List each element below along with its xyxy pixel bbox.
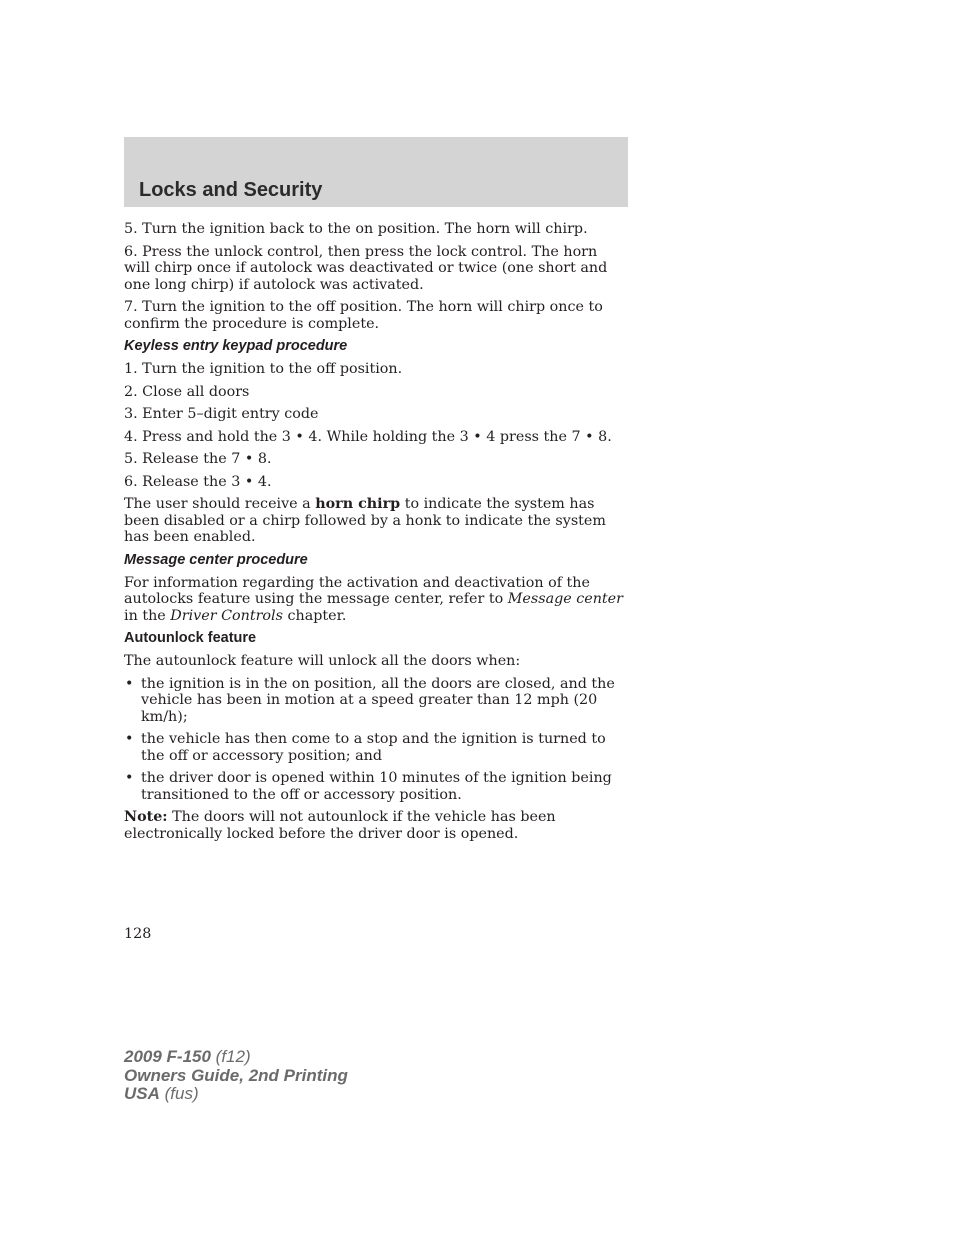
list-item-text: the vehicle has then come to a stop and the ignition is turned to the off or accessory position; and (141, 731, 606, 764)
keypad-step: 5. Release the 7 • 8. (124, 451, 272, 467)
bullet-icon: • (125, 770, 134, 786)
list-item-text: the driver door is opened within 10 minutes of the ignition being transitioned to the off or accessory position. (141, 770, 612, 803)
driver-controls-reference: Driver Controls (170, 607, 283, 624)
section-header-band (124, 137, 628, 207)
autounlock-condition-list (124, 676, 624, 804)
section-title: Locks and Security (139, 179, 323, 201)
keypad-procedure-heading: Keyless entry keypad procedure (124, 338, 348, 354)
step-paragraph: 7. Turn the ignition to the off position. The horn will chirp once to confirm the procedure is complete. (124, 299, 603, 332)
model-name: 2009 F-150 (124, 1047, 211, 1066)
result-text: to indicate the system has been disabled or a chirp followed by a honk to indicate the system has been enabled. (124, 496, 606, 545)
page-number: 128 (124, 926, 152, 942)
market-name: USA (124, 1084, 160, 1103)
keypad-step: 6. Release the 3 • 4. (124, 473, 272, 490)
message-center-reference: Message center (507, 591, 623, 607)
result-text: The user should receive a (124, 496, 316, 512)
note-text: The doors will not autounlock if the vehicle has been electronically locked before the driver door is opened. (124, 809, 556, 842)
document-footer (124, 1048, 348, 1104)
message-center-heading: Message center procedure (124, 551, 308, 568)
body-text: chapter. (282, 607, 347, 624)
model-code: (f12) (210, 1047, 251, 1066)
autounlock-heading: Autounlock feature (124, 630, 257, 646)
list-item (124, 770, 624, 803)
list-item (124, 676, 624, 726)
autounlock-intro: The autounlock feature will unlock all the doors when: (124, 653, 521, 669)
list-item (124, 731, 624, 764)
bullet-icon: • (125, 731, 134, 747)
step-paragraph: 6. Press the unlock control, then press the lock control. The horn will chirp once if autolock was deactivated or twice (one short and one long chirp) if autolock was activated. (124, 243, 608, 293)
body-text: in the (124, 607, 171, 624)
note-paragraph (124, 809, 624, 842)
message-center-paragraph (124, 575, 624, 625)
keypad-step: 2. Close all doors (124, 383, 250, 400)
horn-chirp-emphasis: horn chirp (315, 496, 401, 512)
bullet-icon: • (125, 675, 134, 692)
footer-line (124, 1048, 348, 1067)
market-code: (fus) (159, 1084, 199, 1103)
body-text: For information regarding the activation and deactivation of the autolocks feature using the message center, refer to (124, 574, 590, 607)
footer-line (124, 1085, 348, 1104)
note-label: Note: (124, 809, 168, 825)
keypad-result-paragraph (124, 496, 624, 546)
list-item-text: the ignition is in the on position, all the doors are closed, and the vehicle has been in motion at a speed greater than 12 mph (20 km/h); (141, 675, 615, 725)
step-paragraph: 5. Turn the ignition back to the on position. The horn will chirp. (124, 221, 588, 237)
footer-edition: Owners Guide, 2nd Printing (124, 1065, 348, 1085)
keypad-step: 1. Turn the ignition to the off position. (124, 361, 403, 377)
page-content (124, 221, 624, 848)
keypad-step: 3. Enter 5–digit entry code (124, 406, 319, 422)
keypad-step: 4. Press and hold the 3 • 4. While holding the 3 • 4 press the 7 • 8. (124, 428, 612, 445)
